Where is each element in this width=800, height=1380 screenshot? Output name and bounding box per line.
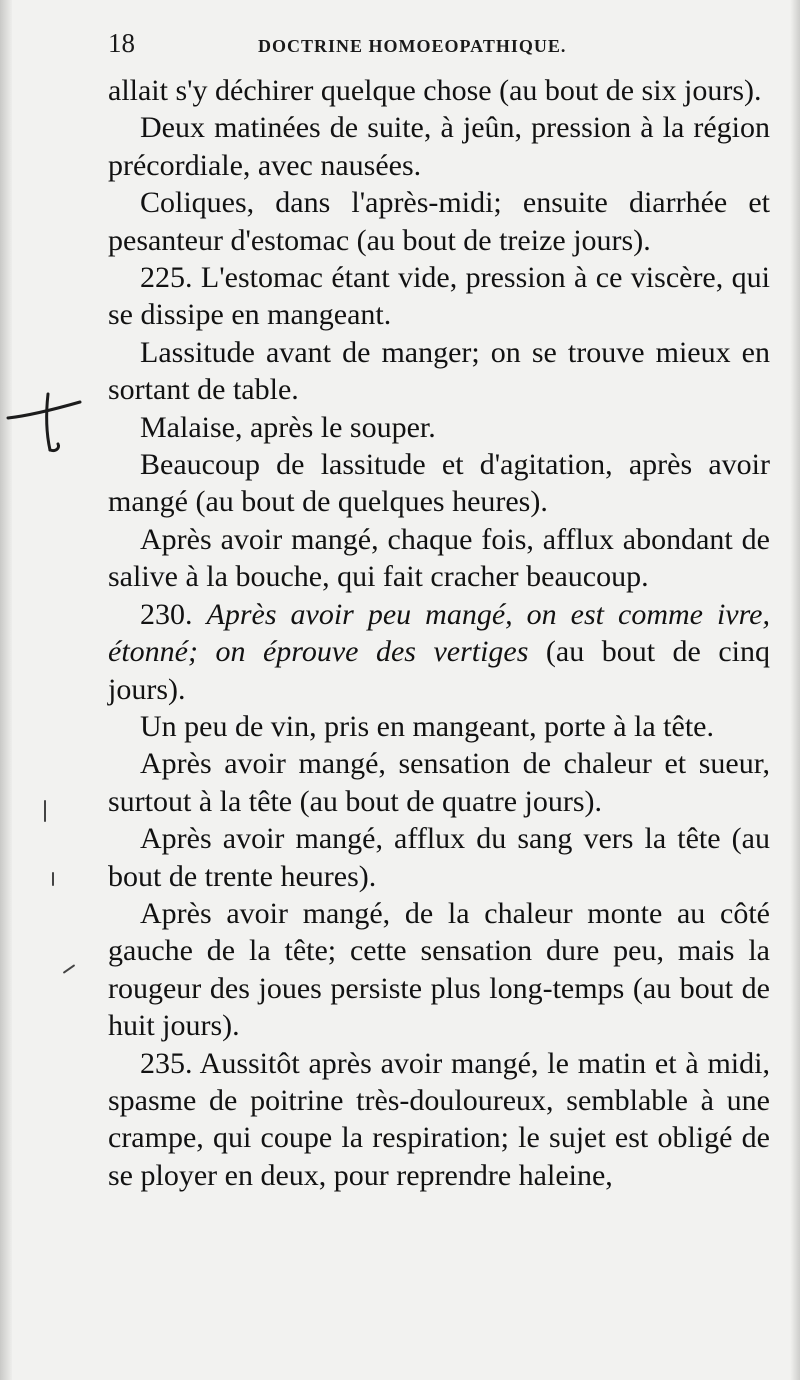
page-number: 18: [108, 28, 135, 58]
page-edge-shadow: [790, 0, 800, 1380]
paragraph: 225. L'estomac étant vide, pression à ce viscère, qui se dissipe en mangeant.: [108, 261, 770, 332]
paragraph-number: 225.: [140, 261, 193, 295]
page-gutter-shadow: [0, 0, 12, 1380]
paragraph: Lassitude avant de manger; on se trouve mieux en sortant de table.: [108, 335, 770, 407]
paragraph-number: 235.: [140, 1046, 193, 1080]
italic-text: Après avoir peu mangé, on est comme ivre, étonné; on éprouve des vertiges: [108, 597, 770, 669]
paragraph: Après avoir mangé, afflux du sang vers la tête (au bout de trente heures).: [108, 822, 770, 893]
paragraph: Un peu de vin, pris en mangeant, porte à la tête.: [140, 709, 714, 743]
running-title: DOCTRINE HOMOEOPATHIQUE.: [258, 36, 567, 56]
paragraph: Beaucoup de lassitude et d'agitation, après avoir mangé (au bout de quelques heures).: [108, 448, 770, 519]
body-text: [108, 72, 770, 1194]
paragraph: 235. Aussitôt après avoir mangé, le matin et à midi, spasme de poitrine très-douloureux, semblable à une crampe, qui coupe la respiration; le sujet est obligé de se ployer en deux, pour reprendre haleine,: [108, 1046, 770, 1192]
paragraph: Après avoir mangé, de la chaleur monte au côté gauche de la tête; cette sensation dure peu, mais la rougeur des joues persiste plus long-temps (au bout de huit jours).: [108, 896, 770, 1043]
paragraph: allait s'y déchirer quelque chose (au bout de six jours).: [108, 74, 762, 107]
paragraph: Deux matinées de suite, à jeûn, pression à la région précordiale, avec nausées.: [108, 111, 770, 182]
margin-mark: [63, 964, 76, 974]
margin-mark: [52, 872, 54, 886]
handwritten-cross-mark-icon: [4, 388, 92, 458]
paragraph: Malaise, après le souper.: [140, 410, 436, 444]
paragraph-number: 230.: [140, 597, 193, 631]
margin-mark: [44, 800, 46, 822]
paragraph: Après avoir mangé, chaque fois, afflux abondant de salive à la bouche, qui fait cracher beaucoup.: [108, 522, 770, 594]
paragraph: Coliques, dans l'après-midi; ensuite diarrhée et pesanteur d'estomac (au bout de treize jours).: [108, 186, 770, 257]
paragraph: Après avoir mangé, sensation de chaleur et sueur, surtout à la tête (au bout de quatre jours).: [108, 747, 770, 818]
paragraph: 230. Après avoir peu mangé, on est comme ivre, étonné; on éprouve des vertiges (au bout de cinq jours).: [108, 597, 770, 706]
running-head: [108, 28, 770, 72]
